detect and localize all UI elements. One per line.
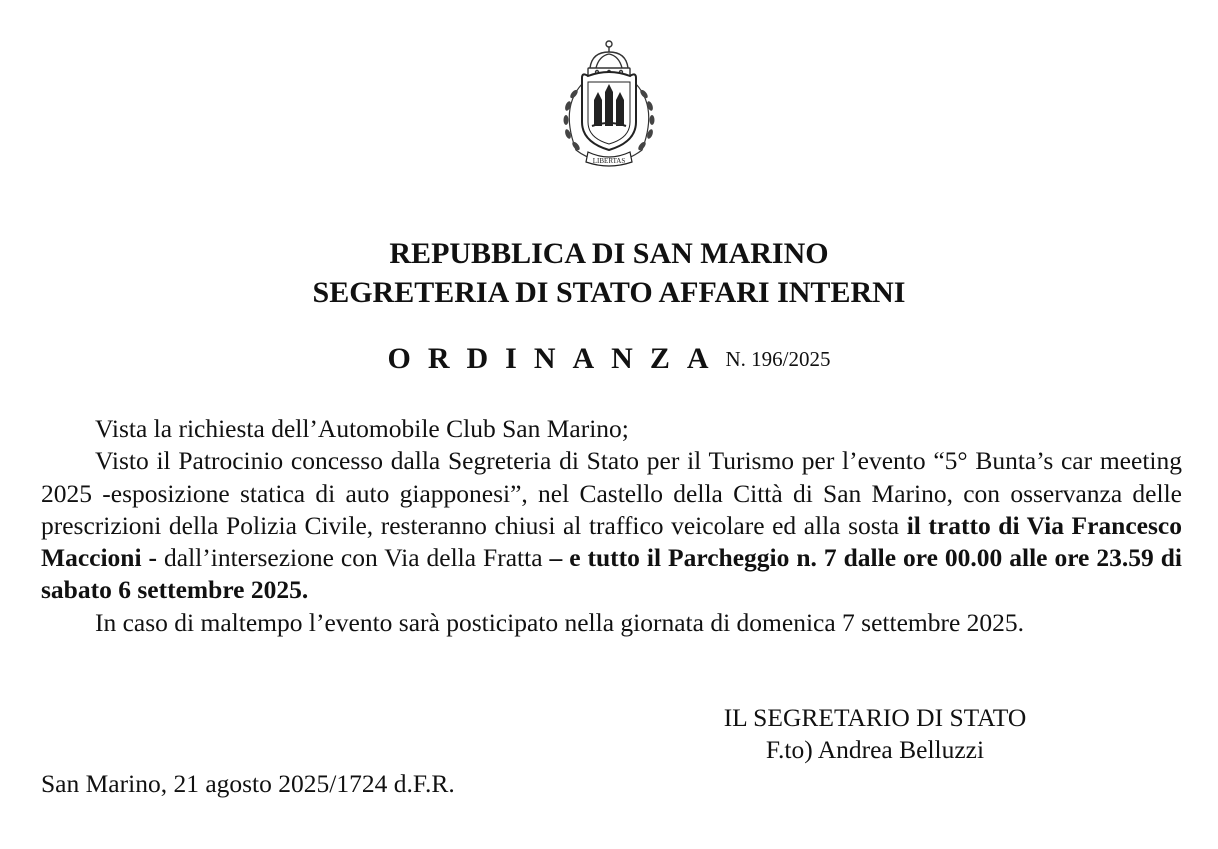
place-and-date: San Marino, 21 agosto 2025/1724 d.F.R. — [41, 769, 455, 798]
paragraph-bad-weather: In caso di maltempo l’evento sarà posticipato nella giornata di domenica 7 settembre 2025. — [95, 607, 1025, 637]
paragraph-request: Vista la richiesta dell’Automobile Club San Marino; — [95, 414, 629, 443]
patronage-text-a: Visto il Patrocinio concesso dalla Segreteria di Stato per il Turismo per l’evento “5° Bunta’s car meeting 2025 -esposizione statica di auto giapponesi”, nel Castello della Città di San Marino, con osservanza delle prescrizioni della Polizia Civile, resteranno chiusi al traffico veicolare ed alla sosta — [41, 446, 1182, 540]
signatory-name: F.to) Andrea Belluzzi — [765, 735, 985, 764]
header-secretariat: SEGRETERIA DI STATO AFFARI INTERNI — [312, 276, 906, 309]
header-republic: REPUBBLICA DI SAN MARINO — [389, 237, 829, 270]
paragraph-patronage — [41, 445, 1182, 606]
emblem-motto: LIBERTAS — [592, 157, 626, 165]
san-marino-coat-of-arms — [552, 38, 666, 170]
ordinance-title: ORDINANZA — [387, 342, 726, 375]
ordinance-number: N. 196/2025 — [725, 347, 831, 371]
ordinance-body — [41, 413, 1182, 639]
patronage-text-c: dall’intersezione con Via della Fratta — [157, 543, 550, 573]
signature-block — [700, 702, 1050, 766]
closed-street: il tratto di Via Francesco Maccioni - — [41, 510, 1182, 573]
signatory-title: IL SEGRETARIO DI STATO — [723, 703, 1027, 732]
closed-parking-and-time: – e tutto il Parcheggio n. 7 dalle ore 00.00 alle ore 23.59 di sabato 6 settembre 2025. — [41, 543, 1182, 605]
ordinance-heading — [0, 342, 1218, 376]
